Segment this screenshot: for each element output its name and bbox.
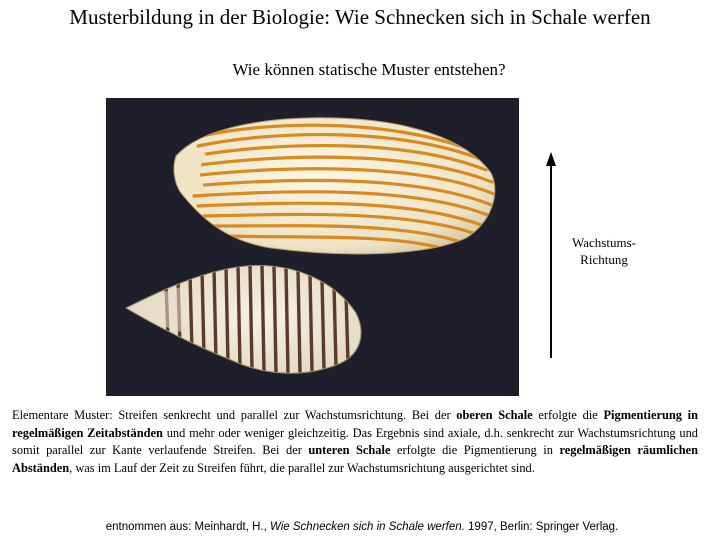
- description-emphasis: Pigmentierung in regelmäßigen Zeitabständen: [12, 408, 698, 440]
- description-paragraph: [12, 407, 698, 477]
- description-emphasis: regelmäßigen räumlichen Abständen: [12, 443, 698, 475]
- description-text: Elementare Muster: Streifen senkrecht und parallel zur Wachstumsrichtung. Bei der: [12, 408, 457, 422]
- description-text: , was im Lauf der Zeit zu Streifen führt, die parallel zur Wachstumsrichtung ausgerichtet sind.: [69, 460, 535, 475]
- page-title: Musterbildung in der Biologie: Wie Schnecken sich in Schale werfen: [69, 5, 651, 29]
- growth-direction-label-line1: Wachstums-: [572, 235, 636, 250]
- page-subtitle: Wie können statische Muster entstehen?: [232, 60, 506, 79]
- citation-prefix: entnommen aus: Meinhardt, H.,: [105, 521, 270, 533]
- source-citation: [0, 521, 720, 533]
- growth-direction-label: [556, 234, 652, 268]
- citation-book-title: Wie Schnecken sich in Schale werfen.: [269, 521, 465, 533]
- citation-suffix: 1997, Berlin: Springer Verlag.: [464, 521, 619, 533]
- shell-photo: [106, 98, 519, 396]
- description-emphasis: unteren Schale: [308, 443, 391, 457]
- growth-direction-label-line2: Richtung: [580, 252, 628, 267]
- description-emphasis: oberen Schale: [456, 408, 533, 422]
- description-text: und mehr oder weniger gleichzeitig. Das Ergebnis sind axiale, d.h. senkrecht zur Wachstumsrichtung und somit parallel zur Kante verlaufende Streifen. Bei der: [12, 425, 698, 457]
- description-text: erfolgte die: [532, 408, 604, 422]
- description-text: erfolgte die Pigmentierung in: [390, 443, 560, 457]
